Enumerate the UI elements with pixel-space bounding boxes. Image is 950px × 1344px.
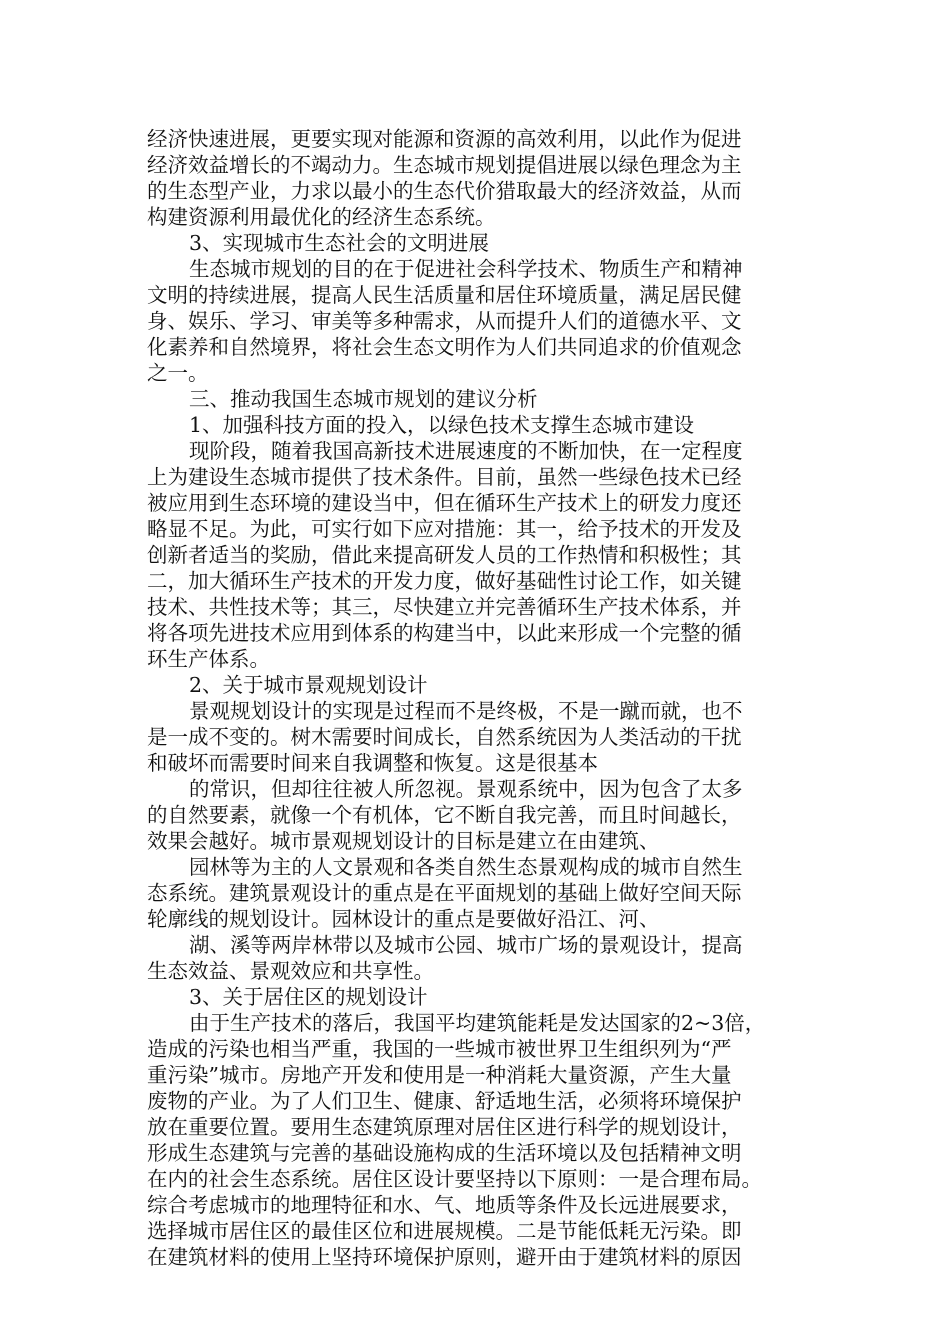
text-line: 由于生产技术的落后，我国平均建筑能耗是发达国家的2~3倍， [189,1011,766,1035]
text-line: 技术、共性技术等；其三，尽快建立并完善循环生产技术体系，并 [147,595,742,619]
text-line: 被应用到生态环境的建设当中，但在循环生产技术上的研发力度还 [147,491,742,515]
section-heading: 3、关于居住区的规划设计 [189,985,428,1009]
text-line: 湖、溪等两岸林带以及城市公园、城市广场的景观设计，提高 [189,933,743,957]
text-line: 上为建设生态城市提供了技术条件。目前，虽然一些绿色技术已经 [147,465,742,489]
text-line: 态系统。建筑景观设计的重点是在平面规划的基础上做好空间天际 [147,881,742,905]
text-line: 园林等为主的人文景观和各类自然生态景观构成的城市自然生 [189,855,743,879]
text-line: 效果会越好。城市景观规划设计的目标是建立在由建筑、 [147,829,660,853]
text-line: 放在重要位置。要用生态建筑原理对居住区进行科学的规划设计， [147,1115,742,1139]
text-line: 之一。 [147,361,209,385]
text-line: 创新者适当的奖励，借此来提高研发人员的工作热情和积极性；其 [147,543,742,567]
text-line: 身、娱乐、学习、审美等多种需求，从而提升人们的道德水平、文 [147,309,742,333]
text-line: 的自然要素，就像一个有机体，它不断自我完善，而且时间越长， [147,803,742,827]
text-line: 选择城市居住区的最佳区位和进展规模。二是节能低耗无污染。即 [147,1219,742,1243]
section-heading: 2、关于城市景观规划设计 [189,673,428,697]
text-line: 轮廓线的规划设计。园林设计的重点是要做好沿江、河、 [147,907,660,931]
text-line: 文明的持续进展，提高人民生活质量和居住环境质量，满足居民健 [147,283,742,307]
text-line: 造成的污染也相当严重，我国的一些城市被世界卫生组织列为“严 [147,1037,732,1061]
text-line: 重污染”城市。房地产开发和使用是一种消耗大量资源，产生大量 [147,1063,732,1087]
text-line: 略显不足。为此，可实行如下应对措施：其一，给予技术的开发及 [147,517,742,541]
text-line: 生态效益、景观效应和共享性。 [147,959,434,983]
text-line: 综合考虑城市的地理特征和水、气、地质等条件及长远进展要求， [147,1193,742,1217]
text-line: 构建资源利用最优化的经济生态系统。 [147,205,496,229]
text-line: 将各项先进技术应用到体系的构建当中，以此来形成一个完整的循 [147,621,742,645]
text-line: 在建筑材料的使用上坚持环境保护原则，避开由于建筑材料的原因 [147,1245,742,1269]
text-line: 化素养和自然境界，将社会生态文明作为人们共同追求的价值观念 [147,335,742,359]
text-line: 经济效益增长的不竭动力。生态城市规划提倡进展以绿色理念为主 [147,153,742,177]
text-line: 二，加大循环生产技术的开发力度，做好基础性讨论工作，如关键 [147,569,742,593]
section-heading: 1、加强科技方面的投入，以绿色技术支撑生态城市建设 [189,413,695,437]
text-line: 景观规划设计的实现是过程而不是终极，不是一蹴而就，也不 [189,699,743,723]
text-line: 废物的产业。为了人们卫生、健康、舒适地生活，必须将环境保护 [147,1089,742,1113]
text-line: 生态城市规划的目的在于促进社会科学技术、物质生产和精神 [189,257,743,281]
section-heading: 三、推动我国生态城市规划的建议分析 [189,387,538,411]
text-line: 的常识，但却往往被人所忽视。景观系统中，因为包含了太多 [189,777,743,801]
text-line: 经济快速进展，更要实现对能源和资源的高效利用，以此作为促进 [147,127,742,151]
text-line: 现阶段，随着我国高新技术进展速度的不断加快，在一定程度 [189,439,743,463]
section-heading: 3、实现城市生态社会的文明进展 [189,231,490,255]
text-line: 环生产体系。 [147,647,270,671]
text-line: 是一成不变的。树木需要时间成长，自然系统因为人类活动的干扰 [147,725,742,749]
text-line: 在内的社会生态系统。居住区设计要坚持以下原则：一是合理布局。 [147,1167,762,1191]
text-line: 形成生态建筑与完善的基础设施构成的生活环境以及包括精神文明 [147,1141,742,1165]
text-line: 和破坏而需要时间来自我调整和恢复。这是很基本 [147,751,598,775]
text-line: 的生态型产业，力求以最小的生态代价猎取最大的经济效益，从而 [147,179,742,203]
